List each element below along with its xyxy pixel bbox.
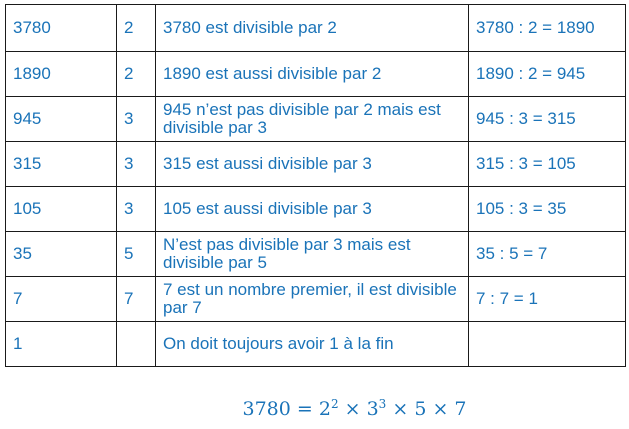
divisor-cell: 3 [117,142,156,187]
divisor-cell: 3 [117,187,156,232]
number-cell: 315 [6,142,117,187]
number-cell: 945 [6,97,117,142]
explanation-cell: 315 est aussi divisible par 3 [156,142,469,187]
number-cell: 105 [6,187,117,232]
formula-times: × [426,398,455,420]
table-row [6,52,626,97]
formula-lhs: 3780 [242,398,291,420]
table-row [6,5,626,52]
formula-times: × [338,398,367,420]
explanation-cell: 945 n’est pas divisible par 2 mais est divisible par 3 [156,97,469,142]
divisor-cell: 3 [117,97,156,142]
table-row [6,232,626,277]
divisor-cell: 2 [117,5,156,52]
divisor-cell: 7 [117,277,156,322]
number-cell: 35 [6,232,117,277]
formula-base-3: 3 [366,398,379,420]
number-cell: 1 [6,322,117,367]
divisor-cell [117,322,156,367]
operation-cell: 35 : 5 = 7 [469,232,626,277]
factorization-formula [0,398,629,420]
operation-cell [469,322,626,367]
formula-times: × [386,398,415,420]
table-row [6,187,626,232]
divisor-cell: 2 [117,52,156,97]
explanation-cell: 7 est un nombre premier, il est divisible par 7 [156,277,469,322]
operation-cell: 315 : 3 = 105 [469,142,626,187]
operation-cell: 105 : 3 = 35 [469,187,626,232]
prime-factorization-table [5,4,626,367]
explanation-cell: On doit toujours avoir 1 à la fin [156,322,469,367]
explanation-cell: 1890 est aussi divisible par 2 [156,52,469,97]
explanation-cell: 3780 est divisible par 2 [156,5,469,52]
table-row [6,277,626,322]
explanation-cell: N’est pas divisible par 3 mais est divisible par 5 [156,232,469,277]
number-cell: 1890 [6,52,117,97]
table-row [6,97,626,142]
number-cell: 7 [6,277,117,322]
table-row [6,142,626,187]
formula-base-2: 2 [318,398,331,420]
formula-exponent-2: 2 [330,397,339,411]
explanation-cell: 105 est aussi divisible par 3 [156,187,469,232]
operation-cell: 7 : 7 = 1 [469,277,626,322]
number-cell: 3780 [6,5,117,52]
formula-factor-7: 7 [454,398,467,420]
table-row [6,322,626,367]
formula-exponent-3: 3 [378,397,387,411]
operation-cell: 1890 : 2 = 945 [469,52,626,97]
divisor-cell: 5 [117,232,156,277]
formula-factor-5: 5 [414,398,427,420]
formula-equals: = [290,398,319,420]
operation-cell: 3780 : 2 = 1890 [469,5,626,52]
operation-cell: 945 : 3 = 315 [469,97,626,142]
